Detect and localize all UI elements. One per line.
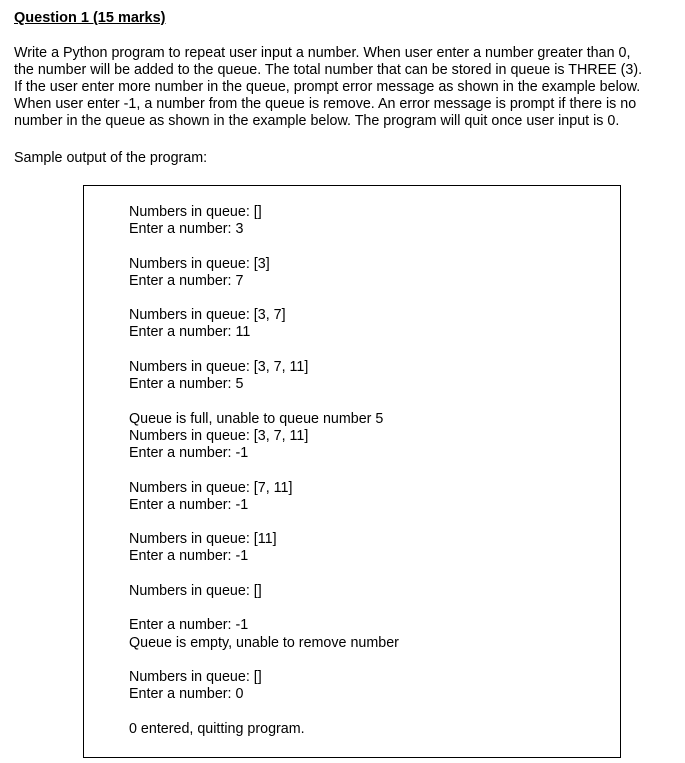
description-line: the number will be added to the queue. The total number that can be stored in queue is THREE (3). [14,62,643,78]
output-line: Queue is full, unable to queue number 5 [129,411,384,427]
question-title: Question 1 (15 marks) [14,10,166,26]
output-line: Numbers in queue: [] [129,583,262,599]
output-line: 0 entered, quitting program. [129,721,305,737]
description-line: If the user enter more number in the queue, prompt error message as shown in the example below. [14,79,641,95]
description-line: Write a Python program to repeat user input a number. When user enter a number greater than 0, [14,45,631,61]
output-line: Enter a number: 0 [129,686,244,702]
output-line: Enter a number: 3 [129,221,244,237]
output-line: Enter a number: -1 [129,548,249,564]
output-line: Numbers in queue: [] [129,669,262,685]
output-line: Numbers in queue: [7, 11] [129,480,293,496]
description-line: number in the queue as shown in the example below. The program will quit once user input is 0. [14,113,620,129]
output-line: Numbers in queue: [3, 7, 11] [129,428,309,444]
output-line: Enter a number: 11 [129,324,251,340]
output-line: Numbers in queue: [11] [129,531,277,547]
description-line: When user enter -1, a number from the queue is remove. An error message is prompt if there is no [14,96,637,112]
output-line: Enter a number: -1 [129,497,249,513]
output-line: Enter a number: -1 [129,617,249,633]
sample-output-label: Sample output of the program: [14,150,208,166]
output-line: Numbers in queue: [3, 7, 11] [129,359,309,375]
output-line: Numbers in queue: [3] [129,256,270,272]
question-description [14,45,674,130]
output-line: Numbers in queue: [3, 7] [129,307,286,323]
output-line: Queue is empty, unable to remove number [129,635,399,651]
sample-output-box [83,185,621,758]
output-line: Enter a number: 5 [129,376,244,392]
output-line: Enter a number: 7 [129,273,244,289]
output-line: Numbers in queue: [] [129,204,262,220]
output-line: Enter a number: -1 [129,445,249,461]
